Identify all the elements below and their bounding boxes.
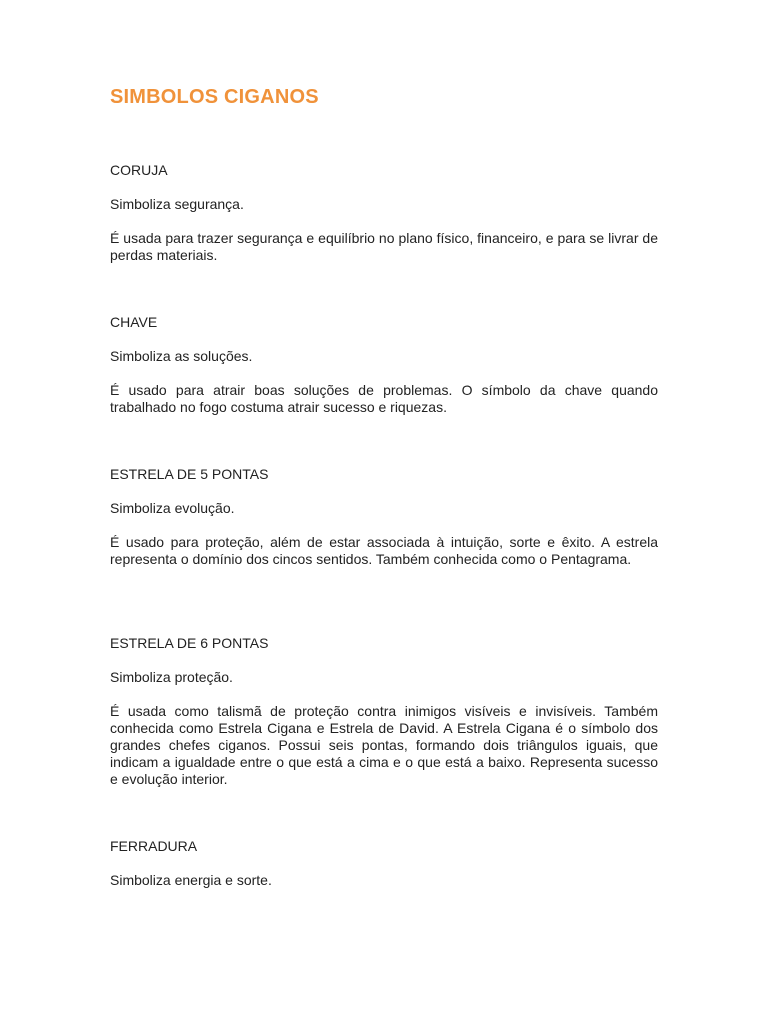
- section-summary: Simboliza as soluções.: [110, 348, 253, 364]
- section-summary: Simboliza evolução.: [110, 500, 235, 516]
- section-estrela-6-pontas: [110, 635, 658, 788]
- section-body: É usado para proteção, além de estar associada à intuição, sorte e êxito. A estrela representa o domínio dos cincos sentidos. Também conhecida como o Pentagrama.: [110, 534, 658, 567]
- section-summary: Simboliza energia e sorte.: [110, 872, 272, 888]
- section-coruja: [110, 162, 658, 264]
- page-title: SIMBOLOS CIGANOS: [110, 86, 319, 108]
- section-body: É usada para trazer segurança e equilíbrio no plano físico, financeiro, e para se livrar de perdas materiais.: [110, 230, 658, 263]
- section-body: É usado para atrair boas soluções de problemas. O símbolo da chave quando trabalhado no fogo costuma atrair sucesso e riquezas.: [110, 382, 658, 415]
- section-summary: Simboliza segurança.: [110, 196, 244, 212]
- section-heading: ESTRELA DE 6 PONTAS: [110, 635, 269, 651]
- section-heading: ESTRELA DE 5 PONTAS: [110, 466, 269, 482]
- section-heading: CHAVE: [110, 314, 158, 330]
- section-heading: CORUJA: [110, 162, 168, 178]
- section-chave: [110, 314, 658, 416]
- section-estrela-5-pontas: [110, 466, 658, 568]
- section-summary: Simboliza proteção.: [110, 669, 233, 685]
- section-heading: FERRADURA: [110, 838, 198, 854]
- section-ferradura: [110, 838, 658, 889]
- section-body: É usada como talismã de proteção contra inimigos visíveis e invisíveis. Também conhecida como Estrela Cigana e Estrela de David. A Estrela Cigana é o símbolo dos grandes chefes ciganos. Possui seis pontas, formando dois triângulos iguais, que indicam a igualdade entre o que está a cima e o que está a baixo. Representa sucesso e evolução interior.: [110, 703, 658, 787]
